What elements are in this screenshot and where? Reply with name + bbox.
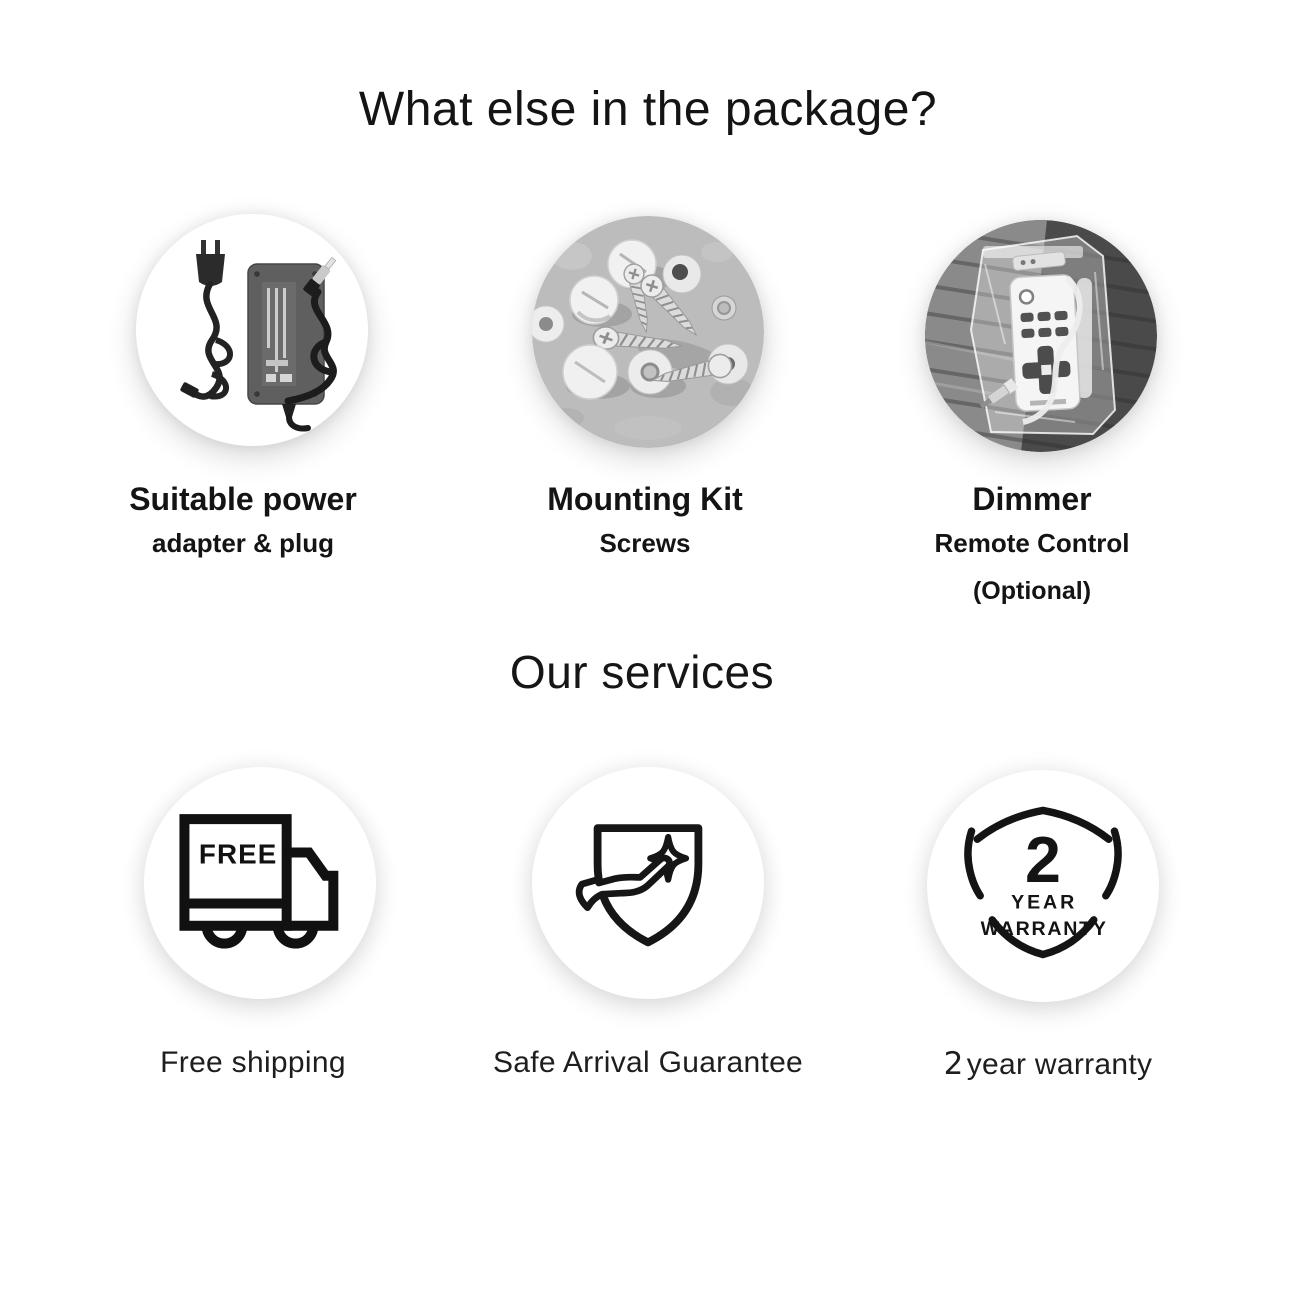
safe-arrival-circle <box>532 767 764 999</box>
warranty-line2: WARRANTY <box>980 917 1108 940</box>
service-label-warranty-text: year warranty <box>966 1048 1153 1081</box>
washer-cap <box>532 306 564 342</box>
remote-control <box>1009 274 1080 411</box>
package-item-title: Dimmer <box>972 481 1092 517</box>
us-plug-icon <box>196 240 225 286</box>
safe-arrival-shield-icon <box>564 799 732 967</box>
services-title: Our services <box>509 646 775 698</box>
mounting-screws-photo <box>532 216 764 448</box>
warranty-line1: YEAR <box>1011 890 1078 913</box>
package-item-note: (Optional) <box>972 576 1092 605</box>
package-item-subtitle: Screws <box>599 528 691 559</box>
free-shipping-truck-icon <box>171 808 349 958</box>
package-item-title: Suitable power <box>129 481 357 517</box>
free-shipping-circle <box>144 767 376 999</box>
power-adapter-photo <box>136 214 368 446</box>
free-text: FREE <box>198 838 278 870</box>
package-item-label-power <box>23 482 463 558</box>
service-label-safe-arrival: Safe Arrival Guarantee <box>492 1046 804 1079</box>
warranty-shield-icon <box>945 793 1141 980</box>
service-label-shipping: Free shipping <box>160 1046 346 1079</box>
hand-icon <box>579 858 669 908</box>
package-item-title: Mounting Kit <box>547 481 743 517</box>
service-label-warranty-number: 2 <box>943 1046 964 1082</box>
remote-illustration <box>925 220 1157 452</box>
page-title: What else in the package? <box>358 83 938 136</box>
warranty-circle <box>927 770 1159 1002</box>
package-item-label-mounting <box>425 482 865 558</box>
screws-illustration <box>532 216 764 448</box>
warranty-number: 2 <box>1025 823 1061 896</box>
package-item-subtitle: adapter & plug <box>151 528 334 559</box>
service-label-warranty <box>944 1046 1153 1082</box>
power-adapter-illustration <box>136 214 368 446</box>
dimmer-remote-photo <box>925 220 1157 452</box>
package-item-subtitle: Remote Control <box>934 528 1130 559</box>
package-item-label-dimmer <box>812 482 1252 605</box>
